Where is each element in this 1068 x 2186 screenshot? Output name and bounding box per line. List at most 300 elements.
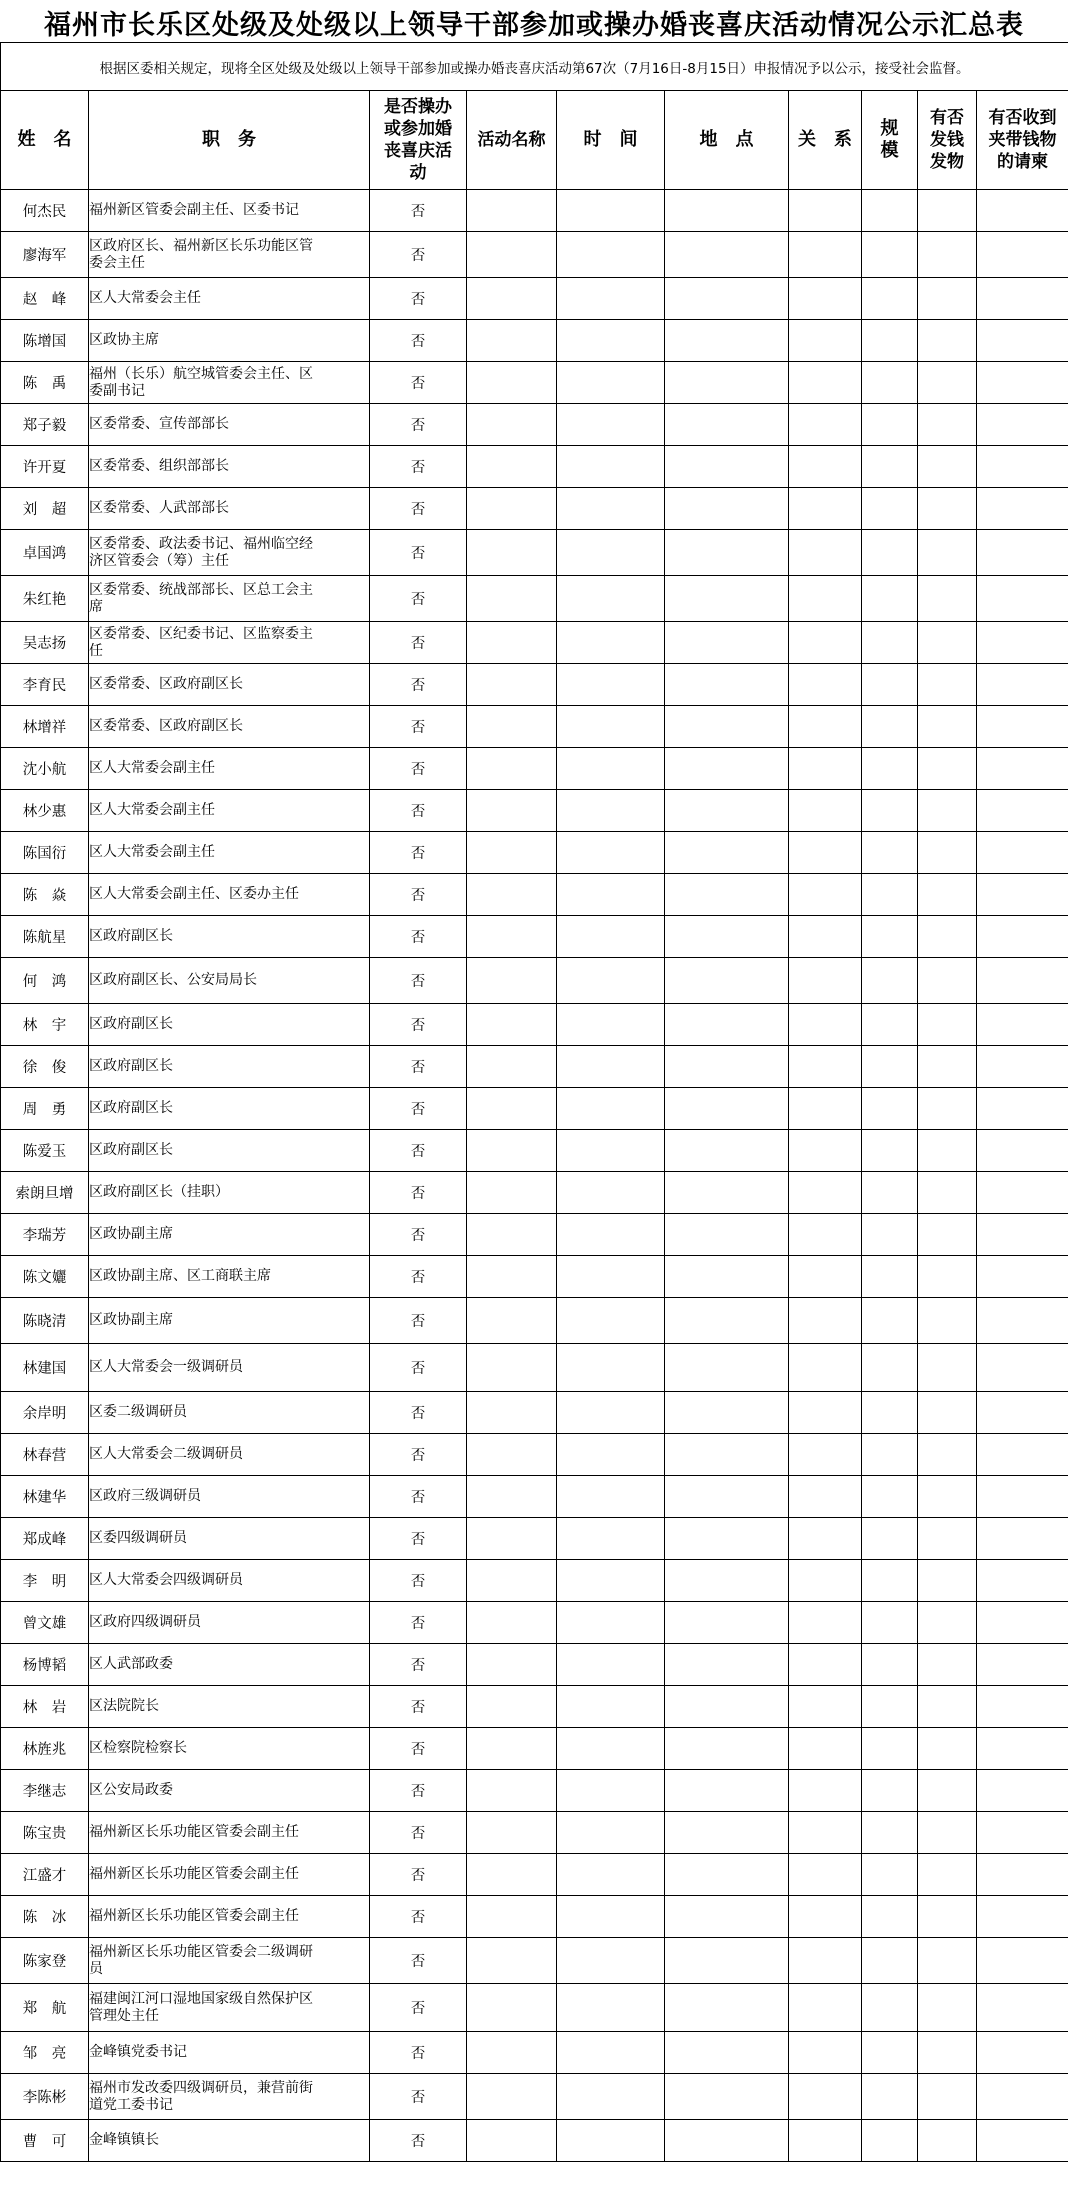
cell-time <box>557 916 665 958</box>
position-text: 区委常委、政法委书记、福州临空经济区管委会（筹）主任 <box>89 535 313 569</box>
cell-position <box>89 958 370 1004</box>
header-scale: 规模 <box>862 91 918 190</box>
cell-relation <box>789 664 862 706</box>
cell-relation <box>789 1130 862 1172</box>
cell-activity-name <box>467 1686 557 1728</box>
cell-scale <box>862 278 918 320</box>
cell-invitations <box>977 706 1068 748</box>
cell-time <box>557 664 665 706</box>
cell-gifts <box>918 1004 977 1046</box>
position-text: 区委常委、人武部部长 <box>89 500 229 516</box>
cell-time <box>557 1130 665 1172</box>
cell-invitations <box>977 1088 1068 1130</box>
cell-invitations <box>977 2120 1068 2162</box>
cell-activity-name <box>467 622 557 664</box>
cell-gifts <box>918 190 977 232</box>
cell-location <box>665 190 789 232</box>
cell-scale <box>862 1644 918 1686</box>
cell-invitations <box>977 958 1068 1004</box>
cell-name: 林建华 <box>1 1476 89 1518</box>
cell-relation <box>789 622 862 664</box>
cell-position <box>89 1434 370 1476</box>
cell-name: 陈航星 <box>1 916 89 958</box>
header-participated: 是否操办或参加婚丧喜庆活动 <box>370 91 467 190</box>
cell-location <box>665 1854 789 1896</box>
cell-name: 郑子毅 <box>1 404 89 446</box>
cell-position <box>89 530 370 576</box>
cell-name: 周 勇 <box>1 1088 89 1130</box>
cell-name: 李陈彬 <box>1 2074 89 2120</box>
cell-invitations <box>977 664 1068 706</box>
cell-participated: 否 <box>370 320 467 362</box>
cell-activity-name <box>467 1938 557 1984</box>
cell-relation <box>789 404 862 446</box>
cell-location <box>665 1518 789 1560</box>
cell-activity-name <box>467 2074 557 2120</box>
cell-invitations <box>977 748 1068 790</box>
cell-scale <box>862 2120 918 2162</box>
cell-gifts <box>918 488 977 530</box>
cell-invitations <box>977 1214 1068 1256</box>
cell-name: 何杰民 <box>1 190 89 232</box>
cell-name: 林建国 <box>1 1344 89 1392</box>
cell-position <box>89 1004 370 1046</box>
cell-time <box>557 1046 665 1088</box>
cell-location <box>665 1602 789 1644</box>
cell-scale <box>862 1896 918 1938</box>
cell-name: 曹 可 <box>1 2120 89 2162</box>
cell-time <box>557 530 665 576</box>
cell-location <box>665 916 789 958</box>
cell-invitations <box>977 1984 1068 2032</box>
cell-gifts <box>918 1984 977 2032</box>
cell-name: 陈宝贵 <box>1 1812 89 1854</box>
cell-position <box>89 488 370 530</box>
table-row <box>1 748 1068 790</box>
cell-scale <box>862 1046 918 1088</box>
cell-name: 陈 焱 <box>1 874 89 916</box>
cell-relation <box>789 1214 862 1256</box>
position-text: 区政协副主席 <box>89 1226 173 1242</box>
cell-participated: 否 <box>370 790 467 832</box>
table-row <box>1 2074 1068 2120</box>
cell-activity-name <box>467 1088 557 1130</box>
summary-table <box>0 42 1068 2162</box>
cell-position <box>89 1602 370 1644</box>
cell-invitations <box>977 1854 1068 1896</box>
cell-gifts <box>918 576 977 622</box>
cell-activity-name <box>467 706 557 748</box>
cell-scale <box>862 1130 918 1172</box>
cell-time <box>557 1392 665 1434</box>
cell-scale <box>862 190 918 232</box>
position-text: 区人武部政委 <box>89 1656 173 1672</box>
cell-relation <box>789 1728 862 1770</box>
position-text: 区政协副主席 <box>89 1312 173 1328</box>
cell-activity-name <box>467 2120 557 2162</box>
cell-activity-name <box>467 190 557 232</box>
cell-location <box>665 874 789 916</box>
cell-gifts <box>918 404 977 446</box>
cell-name: 李 明 <box>1 1560 89 1602</box>
cell-position <box>89 1644 370 1686</box>
cell-location <box>665 1344 789 1392</box>
cell-relation <box>789 1434 862 1476</box>
cell-gifts <box>918 1476 977 1518</box>
cell-activity-name <box>467 1172 557 1214</box>
cell-name: 曾文雄 <box>1 1602 89 1644</box>
header-position: 职 务 <box>89 91 370 190</box>
cell-participated: 否 <box>370 958 467 1004</box>
cell-scale <box>862 1728 918 1770</box>
cell-gifts <box>918 1434 977 1476</box>
cell-scale <box>862 1298 918 1344</box>
cell-name: 李育民 <box>1 664 89 706</box>
cell-relation <box>789 2074 862 2120</box>
cell-activity-name <box>467 1770 557 1812</box>
cell-relation <box>789 874 862 916</box>
cell-scale <box>862 874 918 916</box>
document-title: 福州市长乐区处级及处级以上领导干部参加或操办婚丧喜庆活动情况公示汇总表 <box>44 9 1024 41</box>
cell-position <box>89 1088 370 1130</box>
cell-gifts <box>918 1938 977 1984</box>
cell-location <box>665 278 789 320</box>
cell-scale <box>862 1392 918 1434</box>
cell-relation <box>789 1560 862 1602</box>
cell-invitations <box>977 1644 1068 1686</box>
cell-scale <box>862 530 918 576</box>
cell-relation <box>789 1004 862 1046</box>
cell-name: 李瑞芳 <box>1 1214 89 1256</box>
cell-name: 杨博韬 <box>1 1644 89 1686</box>
cell-relation <box>789 278 862 320</box>
cell-scale <box>862 232 918 278</box>
cell-participated: 否 <box>370 232 467 278</box>
notice-row <box>1 43 1068 91</box>
cell-time <box>557 232 665 278</box>
cell-participated: 否 <box>370 1434 467 1476</box>
cell-relation <box>789 1938 862 1984</box>
cell-position <box>89 278 370 320</box>
cell-relation <box>789 1392 862 1434</box>
table-row <box>1 2120 1068 2162</box>
cell-participated: 否 <box>370 1812 467 1854</box>
cell-position <box>89 2074 370 2120</box>
position-text: 福州新区长乐功能区管委会副主任 <box>89 1866 299 1882</box>
position-text: 区法院院长 <box>89 1698 159 1714</box>
cell-gifts <box>918 1686 977 1728</box>
cell-activity-name <box>467 320 557 362</box>
cell-position <box>89 748 370 790</box>
cell-participated: 否 <box>370 1256 467 1298</box>
cell-name: 陈爱玉 <box>1 1130 89 1172</box>
cell-gifts <box>918 1560 977 1602</box>
position-text: 区人大常委会一级调研员 <box>89 1359 243 1375</box>
cell-activity-name <box>467 1602 557 1644</box>
cell-relation <box>789 232 862 278</box>
header-gifts: 有否发钱发物 <box>918 91 977 190</box>
header-activity-name: 活动名称 <box>467 91 557 190</box>
cell-participated: 否 <box>370 190 467 232</box>
table-row <box>1 446 1068 488</box>
cell-participated: 否 <box>370 1172 467 1214</box>
cell-gifts <box>918 916 977 958</box>
cell-gifts <box>918 362 977 404</box>
table-row <box>1 958 1068 1004</box>
position-text: 区委二级调研员 <box>89 1404 187 1420</box>
cell-relation <box>789 1476 862 1518</box>
cell-invitations <box>977 1046 1068 1088</box>
cell-invitations <box>977 1770 1068 1812</box>
cell-participated: 否 <box>370 530 467 576</box>
cell-location <box>665 320 789 362</box>
cell-relation <box>789 916 862 958</box>
cell-scale <box>862 1004 918 1046</box>
cell-relation <box>789 190 862 232</box>
cell-activity-name <box>467 1130 557 1172</box>
table-row <box>1 1812 1068 1854</box>
cell-invitations <box>977 1434 1068 1476</box>
cell-scale <box>862 1256 918 1298</box>
table-row <box>1 1392 1068 1434</box>
cell-time <box>557 1812 665 1854</box>
cell-relation <box>789 530 862 576</box>
cell-participated: 否 <box>370 1728 467 1770</box>
table-row <box>1 362 1068 404</box>
cell-time <box>557 706 665 748</box>
cell-activity-name <box>467 488 557 530</box>
header-location: 地 点 <box>665 91 789 190</box>
cell-location <box>665 1770 789 1812</box>
cell-scale <box>862 1686 918 1728</box>
cell-scale <box>862 1214 918 1256</box>
table-row <box>1 1984 1068 2032</box>
cell-relation <box>789 1686 862 1728</box>
cell-participated: 否 <box>370 1686 467 1728</box>
position-text: 区政协副主席、区工商联主席 <box>89 1268 271 1284</box>
cell-time <box>557 1518 665 1560</box>
cell-activity-name <box>467 446 557 488</box>
table-row <box>1 1896 1068 1938</box>
cell-activity-name <box>467 1298 557 1344</box>
cell-location <box>665 1256 789 1298</box>
cell-name: 索朗旦增 <box>1 1172 89 1214</box>
cell-activity-name <box>467 576 557 622</box>
table-row <box>1 1518 1068 1560</box>
cell-location <box>665 232 789 278</box>
cell-time <box>557 1214 665 1256</box>
cell-time <box>557 1004 665 1046</box>
cell-participated: 否 <box>370 1344 467 1392</box>
cell-relation <box>789 1046 862 1088</box>
table-row <box>1 1214 1068 1256</box>
cell-scale <box>862 1984 918 2032</box>
cell-invitations <box>977 446 1068 488</box>
cell-gifts <box>918 1854 977 1896</box>
position-text: 区政府三级调研员 <box>89 1488 201 1504</box>
cell-location <box>665 576 789 622</box>
position-text: 福州市发改委四级调研员，兼营前街道党工委书记 <box>89 2079 313 2113</box>
position-text: 区委常委、宣传部部长 <box>89 416 229 432</box>
cell-participated: 否 <box>370 1770 467 1812</box>
cell-invitations <box>977 1518 1068 1560</box>
cell-gifts <box>918 1088 977 1130</box>
cell-activity-name <box>467 1560 557 1602</box>
cell-relation <box>789 576 862 622</box>
cell-name: 刘 超 <box>1 488 89 530</box>
cell-time <box>557 1256 665 1298</box>
cell-gifts <box>918 958 977 1004</box>
cell-position <box>89 1896 370 1938</box>
cell-position <box>89 320 370 362</box>
table-row <box>1 1256 1068 1298</box>
position-text: 区人大常委会副主任 <box>89 802 215 818</box>
table-row <box>1 1088 1068 1130</box>
cell-participated: 否 <box>370 278 467 320</box>
cell-position <box>89 790 370 832</box>
cell-relation <box>789 320 862 362</box>
cell-position <box>89 576 370 622</box>
cell-name: 吴志扬 <box>1 622 89 664</box>
table-row <box>1 404 1068 446</box>
cell-position <box>89 832 370 874</box>
table-row <box>1 1476 1068 1518</box>
cell-location <box>665 530 789 576</box>
cell-location <box>665 1560 789 1602</box>
cell-scale <box>862 1812 918 1854</box>
cell-participated: 否 <box>370 362 467 404</box>
cell-time <box>557 1602 665 1644</box>
cell-relation <box>789 790 862 832</box>
position-text: 福州新区管委会副主任、区委书记 <box>89 202 299 218</box>
cell-scale <box>862 1088 918 1130</box>
cell-relation <box>789 1854 862 1896</box>
cell-scale <box>862 916 918 958</box>
cell-position <box>89 404 370 446</box>
cell-relation <box>789 958 862 1004</box>
position-text: 区政府副区长 <box>89 1142 173 1158</box>
cell-name: 赵 峰 <box>1 278 89 320</box>
cell-name: 林 宇 <box>1 1004 89 1046</box>
cell-activity-name <box>467 530 557 576</box>
table-row <box>1 1172 1068 1214</box>
cell-position <box>89 664 370 706</box>
cell-activity-name <box>467 1344 557 1392</box>
cell-scale <box>862 1854 918 1896</box>
cell-position <box>89 1344 370 1392</box>
cell-location <box>665 958 789 1004</box>
cell-activity-name <box>467 664 557 706</box>
cell-participated: 否 <box>370 1214 467 1256</box>
cell-time <box>557 1298 665 1344</box>
cell-time <box>557 1644 665 1686</box>
cell-gifts <box>918 1046 977 1088</box>
cell-relation <box>789 1896 862 1938</box>
cell-location <box>665 1644 789 1686</box>
cell-scale <box>862 1938 918 1984</box>
cell-invitations <box>977 1686 1068 1728</box>
position-text: 区政府四级调研员 <box>89 1614 201 1630</box>
cell-location <box>665 2074 789 2120</box>
cell-name: 廖海军 <box>1 232 89 278</box>
cell-name: 余岸明 <box>1 1392 89 1434</box>
cell-activity-name <box>467 1896 557 1938</box>
position-text: 区政府区长、福州新区长乐功能区管委会主任 <box>89 237 313 271</box>
cell-location <box>665 1130 789 1172</box>
cell-relation <box>789 2120 862 2162</box>
position-text: 区人大常委会副主任 <box>89 844 215 860</box>
header-row <box>1 91 1068 190</box>
table-row <box>1 1854 1068 1896</box>
cell-activity-name <box>467 232 557 278</box>
cell-activity-name <box>467 1518 557 1560</box>
cell-scale <box>862 362 918 404</box>
cell-scale <box>862 1344 918 1392</box>
cell-invitations <box>977 916 1068 958</box>
cell-location <box>665 1812 789 1854</box>
cell-gifts <box>918 1298 977 1344</box>
cell-name: 江盛才 <box>1 1854 89 1896</box>
table-row <box>1 278 1068 320</box>
cell-name: 许开夏 <box>1 446 89 488</box>
cell-invitations <box>977 576 1068 622</box>
cell-time <box>557 1344 665 1392</box>
cell-activity-name <box>467 916 557 958</box>
cell-location <box>665 1004 789 1046</box>
position-text: 区委常委、区政府副区长 <box>89 676 243 692</box>
table-row <box>1 874 1068 916</box>
cell-time <box>557 1770 665 1812</box>
cell-time <box>557 1434 665 1476</box>
table-row <box>1 1130 1068 1172</box>
cell-gifts <box>918 1770 977 1812</box>
cell-position <box>89 362 370 404</box>
cell-invitations <box>977 1344 1068 1392</box>
cell-relation <box>789 1344 862 1392</box>
table-row <box>1 320 1068 362</box>
cell-relation <box>789 2032 862 2074</box>
cell-name: 林少惠 <box>1 790 89 832</box>
cell-location <box>665 1046 789 1088</box>
cell-time <box>557 1476 665 1518</box>
cell-relation <box>789 832 862 874</box>
cell-scale <box>862 1434 918 1476</box>
cell-position <box>89 1046 370 1088</box>
cell-position <box>89 232 370 278</box>
cell-participated: 否 <box>370 1602 467 1644</box>
cell-scale <box>862 446 918 488</box>
cell-time <box>557 362 665 404</box>
cell-position <box>89 1770 370 1812</box>
cell-scale <box>862 1770 918 1812</box>
header-invitations: 有否收到夹带钱物的请柬 <box>977 91 1068 190</box>
cell-participated: 否 <box>370 1560 467 1602</box>
cell-scale <box>862 832 918 874</box>
cell-location <box>665 1214 789 1256</box>
cell-relation <box>789 446 862 488</box>
cell-participated: 否 <box>370 916 467 958</box>
position-text: 福州（长乐）航空城管委会主任、区委副书记 <box>89 365 313 399</box>
table-row <box>1 1046 1068 1088</box>
cell-position <box>89 1938 370 1984</box>
cell-location <box>665 1088 789 1130</box>
cell-time <box>557 1896 665 1938</box>
cell-participated: 否 <box>370 706 467 748</box>
cell-invitations <box>977 1256 1068 1298</box>
cell-location <box>665 790 789 832</box>
cell-position <box>89 1812 370 1854</box>
cell-participated: 否 <box>370 1476 467 1518</box>
